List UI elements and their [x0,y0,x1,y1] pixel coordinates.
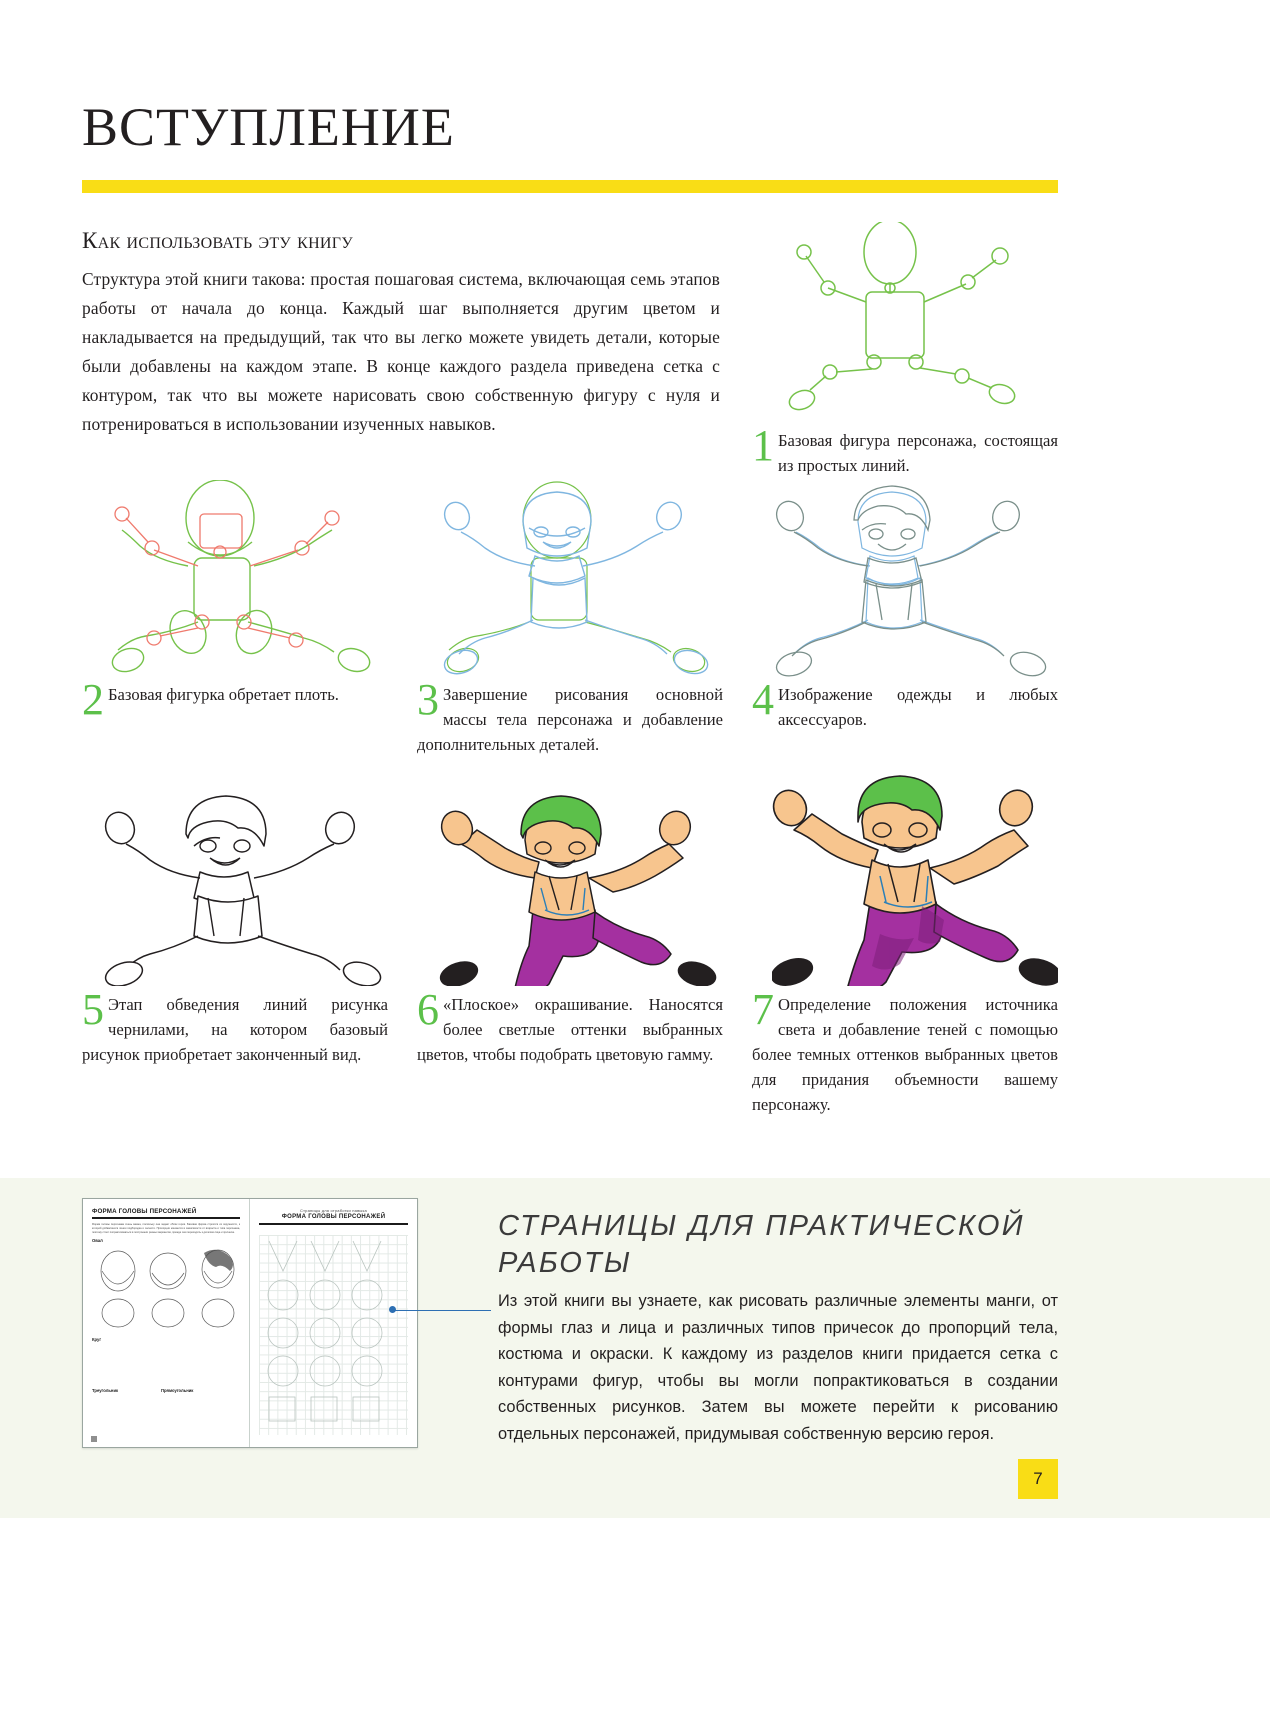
step-1-number: 1 [752,421,774,470]
step-7-caption [752,985,1058,1117]
step-4-illustration [772,480,1058,680]
thumbnail-left-sub-2: Круг [92,1337,102,1342]
practice-section-title: СТРАНИЦЫ ДЛЯ ПРАКТИЧЕСКОЙ РАБОТЫ [498,1210,1025,1279]
thumbnail-left-sub-1: Овал [92,1238,103,1243]
practice-page-thumbnail [82,1198,418,1448]
step-6-illustration [437,790,723,986]
thumbnail-right-heading: ФОРМА ГОЛОВЫ ПЕРСОНАЖЕЙ [281,1214,386,1220]
step-2-illustration [102,480,388,680]
step-4 [752,480,1058,780]
step-1-caption-text: Базовая фигура персонажа, состоящая из простых линий. [778,431,1058,475]
step-3-number: 3 [417,675,439,724]
thumbnail-right-heading-rule [259,1223,408,1225]
step-3-illustration [437,480,723,680]
skeleton-joint-figure-svg [780,222,1042,418]
thumbnail-left-folio [91,1436,97,1442]
step-7-number: 7 [752,985,774,1034]
step-7-caption-text: Определение положения источника света и добавление теней с помощью более темных оттенков выбранных цветов для придания объемности вашему персонажу. [752,995,1058,1114]
thumbnail-left-body: Форма головы персонажа очень важна, поскольку она задает облик героя. Базовая форма строится из окружности, к которой добавляются линии подбородка и челюсти. Пропорции меняются в зависимости от возраста и типа персонажа, поэтому стоит попрактиковаться в построении разных вариантов, прежде чем переходить к деталям лица и прическе. [92,1223,240,1234]
thumbnail-left-heading: ФОРМА ГОЛОВЫ ПЕРСОНАЖЕЙ [92,1208,197,1215]
step-3 [417,480,723,800]
step-5-number: 5 [82,985,104,1034]
step-2-caption [82,675,388,724]
step-2-number: 2 [82,675,104,724]
callout-leader-line [395,1310,491,1311]
step-6-caption-text: «Плоское» окрашивание. Наносятся более светлые оттенки выбранных цветов, чтобы подобрать цветовую гамму. [417,995,723,1064]
step-1-illustration [780,222,1042,418]
thumbnail-left-sub-3: Треугольник [92,1388,119,1393]
step-2 [82,480,388,780]
fleshed-out-figure-svg [102,480,388,680]
step-4-caption-text: Изображение одежды и любых аксессуаров. [778,685,1058,729]
intro-paragraph: Структура этой книги такова: простая пошаговая система, включающая семь этапов работы от начала до конца. Каждый шаг выполняется другим цветом и накладывается на предыдущий, так что вы легко можете увидеть детали, которые были добавлены на каждом этапе. В конце каждого раздела приведена сетка с контуром, так что вы можете нарисовать свою собственную фигуру с нуля и потренироваться в использовании изученных навыков. [82,269,720,434]
step-6-number: 6 [417,985,439,1034]
step-5-caption-text: Этап обведения линий рисунка чернилами, на котором базовый рисунок приобретает законченный вид. [82,995,388,1064]
page-title: ВСТУПЛЕНИЕ [82,97,455,157]
thumbnail-heading-rule [92,1217,240,1219]
step-5-caption [82,985,388,1067]
thumbnail-left-page [83,1199,250,1447]
step-7-illustration [772,764,1058,986]
step-4-number: 4 [752,675,774,724]
title-underline-rule [82,180,1058,193]
step-3-caption-text: Завершение рисования основной массы тела персонажа и добавление дополнительных деталей. [417,685,723,754]
step-1-caption [752,421,1058,478]
step-4-caption [752,675,1058,732]
thumbnail-practice-grid [259,1235,408,1435]
thumbnail-grid-outlines [259,1235,405,1431]
body-mass-details-figure-svg [437,480,723,680]
clothed-figure-svg [772,480,1058,680]
step-3-caption [417,675,723,757]
page-number-badge: 7 [1018,1459,1058,1499]
step-5-illustration [102,790,388,986]
step-6 [417,790,723,1130]
step-5 [82,790,388,1130]
step-6-caption [417,985,723,1067]
inked-lineart-figure-svg [102,790,388,986]
thumbnail-right-eyebrow: Страницы для отработки навыка [300,1208,367,1213]
thumbnail-left-sub-4: Прямоугольник [161,1388,194,1393]
shaded-figure-svg [772,764,1058,986]
step-1 [752,222,1058,502]
step-7 [752,764,1058,1144]
flat-color-figure-svg [437,790,723,986]
thumbnail-right-page [250,1199,417,1447]
section-subheading: Как использовать эту книгу [82,228,353,253]
thumbnail-head-shape-diagrams [92,1245,242,1329]
practice-section-text: Из этой книги вы узнаете, как рисовать различные элементы манги, от формы глаз и лица и различных типов причесок до пропорций тела, костюма и окраски. К каждому из разделов книги придается сетка с контурами фигур, чтобы вы могли попрактиковаться в создании собственных рисунков. Затем вы можете перейти к рисованию отдельных персонажей, придумывая собственную версию героя. [498,1292,1058,1443]
step-2-caption-text: Базовая фигурка обретает плоть. [108,685,339,704]
